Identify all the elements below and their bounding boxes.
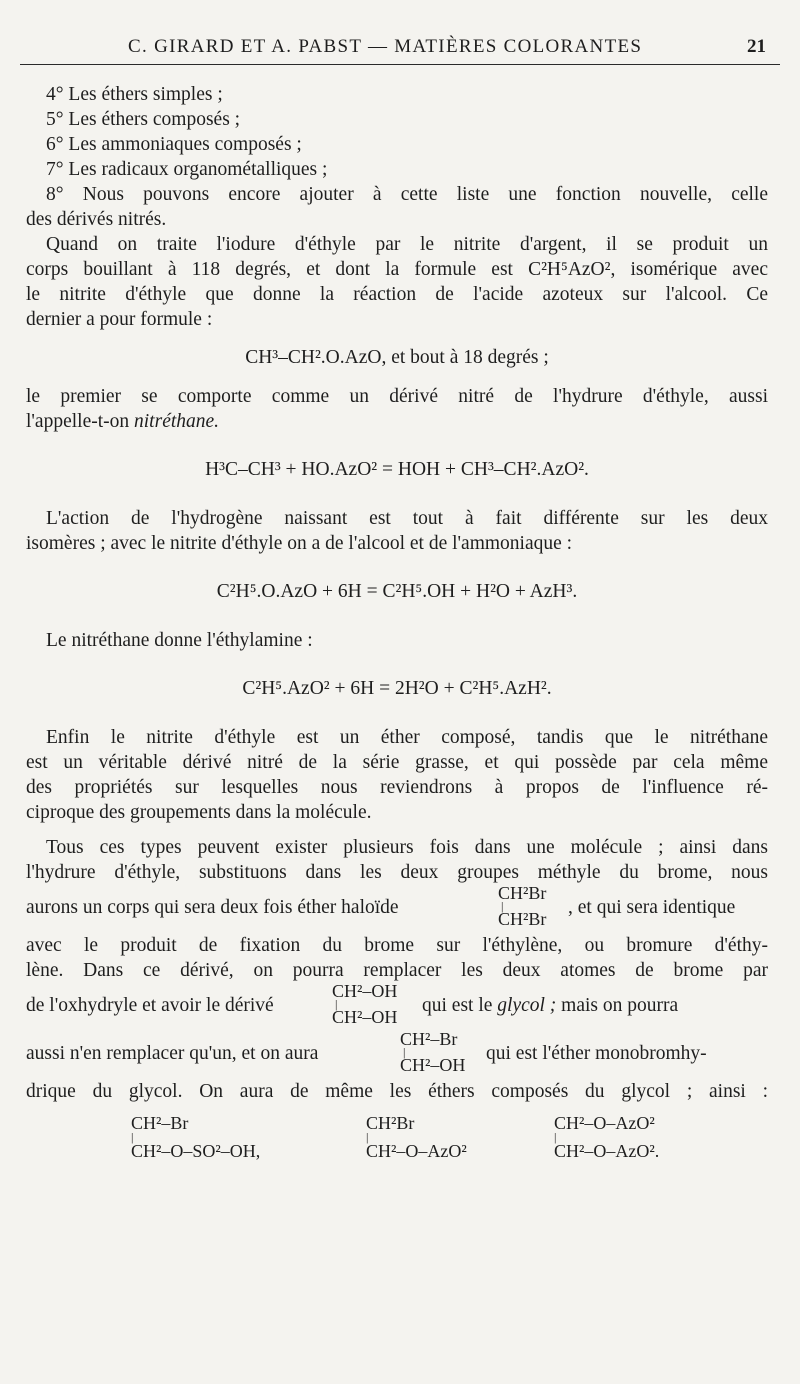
structural-formula [498,885,546,927]
equation-3: C²H⁵.AzO² + 6H = 2H²O + C²H⁵.AzH². [242,678,552,699]
formula-top: CH²–Br [400,1029,458,1049]
bond-line: | [366,1130,369,1144]
paragraph-line: Quand on traite l'iodure d'éthyle par le nitrite d'argent, il se produit un [46,234,768,255]
italic-term: nitréthane. [134,411,220,432]
formula-top: CH²Br [498,883,547,903]
formula-bottom: CH²Br [498,909,547,929]
paragraph-line: des dérivés nitrés. [26,209,167,230]
paragraph-line: dernier a pour formule : [26,309,213,330]
list-item: 7° Les radicaux organométalliques ; [46,159,328,180]
paragraph-text: qui est le glycol ; mais on pourra [422,995,679,1016]
paragraph-line: Enfin le nitrite d'éthyle est un éther composé, tandis que le nitréthane [46,727,768,748]
paragraph-line: lène. Dans ce dérivé, on pourra remplacer les deux atomes de brome par [26,960,768,981]
running-header [20,36,780,65]
paragraph-text: aurons un corps qui sera deux fois éther haloïde [26,897,399,918]
paragraph-line: Le nitréthane donne l'éthylamine : [46,630,313,651]
formula-bottom: CH²–O–AzO² [366,1141,467,1161]
bond-line: | [501,899,504,913]
paragraph-line: L'action de l'hydrogène naissant est tout à fait différente sur les deux [46,508,768,529]
inline-formula-row [26,1031,768,1079]
list-item: 4° Les éthers simples ; [46,84,223,105]
structural-formula [366,1114,467,1160]
paragraph-line: l'hydrure d'éthyle, substituons dans les deux groupes méthyle du brome, nous [26,862,768,883]
list-item: 5° Les éthers composés ; [46,109,241,130]
paragraph-text: , et qui sera identique [568,897,736,918]
paragraph-text: aussi n'en remplacer qu'un, et on aura [26,1043,319,1064]
structural-formula [554,1114,659,1160]
bond-line: | [554,1130,557,1144]
inline-formula-row [26,885,768,933]
paragraph-line: le premier se comporte comme un dérivé nitré de l'hydrure d'éthyle, aussi [26,386,768,407]
formula-top: CH²–Br [131,1113,189,1133]
paragraph-text: de l'oxhydryle et avoir le dérivé [26,995,274,1016]
paragraph-line: corps bouillant à 118 degrés, et dont la formule est C²H⁵AzO², isomérique avec [26,259,768,280]
equation-2: C²H⁵.O.AzO + 6H = C²H⁵.OH + H²O + AzH³. [216,581,578,602]
formula-top: CH²–O–AzO² [554,1113,655,1133]
paragraph-line: 8° Nous pouvons encore ajouter à cette liste une fonction nouvelle, celle [46,184,768,205]
formula-bottom: CH²–OH [400,1055,466,1075]
paragraph-line: drique du glycol. On aura de même les éthers composés du glycol ; ainsi : [26,1081,768,1102]
structural-formula [131,1114,260,1160]
paragraph-line: le nitrite d'éthyle que donne la réaction de l'acide azoteux sur l'alcool. Ce [26,284,768,305]
running-title: C. GIRARD ET A. PABST — MATIÈRES COLORANTES [128,36,643,57]
bond-line: | [335,997,338,1011]
inline-formula-row [26,983,768,1031]
formula-top: CH²–OH [332,981,398,1001]
italic-term: glycol ; [497,995,557,1016]
paragraph-line: ciproque des groupements dans la molécule. [26,802,372,823]
structural-formula [400,1031,465,1073]
paragraph-line: isomères ; avec le nitrite d'éthyle on a de l'alcool et de l'ammoniaque : [26,533,573,554]
paragraph-line: Tous ces types peuvent exister plusieurs fois dans une molécule ; ainsi dans [46,837,768,858]
equation-1: H³C–CH³ + HO.AzO² = HOH + CH³–CH².AzO². [205,459,589,480]
paragraph-line: avec le produit de fixation du brome sur l'éthylène, ou bromure d'éthy- [26,935,768,956]
paragraph-text: qui est l'éther monobromhy- [486,1043,707,1064]
bond-line: | [131,1130,134,1144]
list-item: 6° Les ammoniaques composés ; [46,134,302,155]
bond-line: | [403,1045,406,1059]
formula-line: CH³–CH².O.AzO, et bout à 18 degrés ; [245,347,549,368]
formula-bottom: CH²–O–AzO². [554,1141,660,1161]
formula-bottom: CH²–OH [332,1007,398,1027]
paragraph-line: est un véritable dérivé nitré de la série grasse, et qui possède par cela même [26,752,768,773]
page-number: 21 [747,36,766,57]
paragraph-line [26,409,768,434]
formula-top: CH²Br [366,1113,415,1133]
structural-formula [332,983,397,1025]
page-body [26,82,768,1174]
paragraph-line: des propriétés sur lesquelles nous reviendrons à propos de l'influence ré- [26,777,768,798]
formula-bottom: CH²–O–SO²–OH, [131,1141,261,1161]
paragraph-text: l'appelle-t-on [26,411,135,432]
formula-row [26,1104,768,1174]
